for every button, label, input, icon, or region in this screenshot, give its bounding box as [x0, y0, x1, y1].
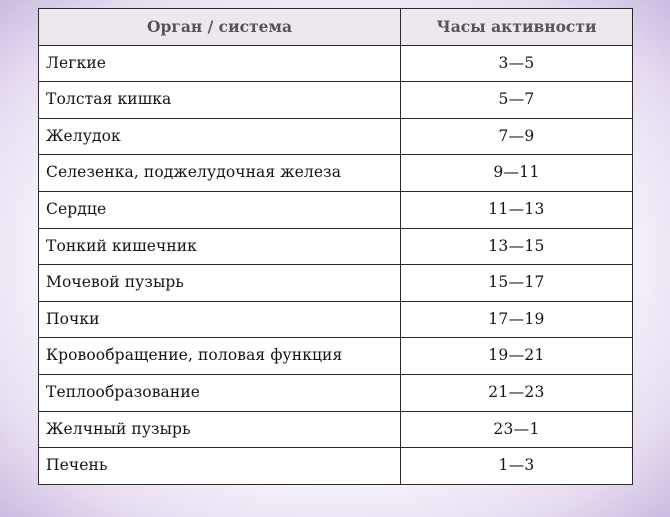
table-row [39, 338, 633, 375]
header-hours: Часы активности [401, 9, 633, 46]
hours-cell: 3—5 [401, 45, 633, 82]
organ-cell: Желудок [39, 118, 401, 155]
table-row [39, 45, 633, 82]
table-row [39, 228, 633, 265]
table-row [39, 374, 633, 411]
table-row [39, 411, 633, 448]
table-row [39, 191, 633, 228]
hours-cell: 21—23 [401, 374, 633, 411]
organ-cell: Почки [39, 301, 401, 338]
table-header-row [39, 9, 633, 46]
organ-cell: Мочевой пузырь [39, 265, 401, 302]
organ-cell: Теплообразование [39, 374, 401, 411]
organ-cell: Толстая кишка [39, 82, 401, 119]
hours-cell: 13—15 [401, 228, 633, 265]
header-organ: Орган / система [39, 9, 401, 46]
hours-cell: 9—11 [401, 155, 633, 192]
table-row [39, 265, 633, 302]
organ-activity-table [38, 8, 633, 485]
table-row [39, 448, 633, 485]
table-row [39, 155, 633, 192]
table-row [39, 301, 633, 338]
table-row [39, 118, 633, 155]
organ-cell: Желчный пузырь [39, 411, 401, 448]
organ-cell: Тонкий кишечник [39, 228, 401, 265]
table-row [39, 82, 633, 119]
hours-cell: 23—1 [401, 411, 633, 448]
hours-cell: 11—13 [401, 191, 633, 228]
hours-cell: 15—17 [401, 265, 633, 302]
organ-cell: Легкие [39, 45, 401, 82]
hours-cell: 1—3 [401, 448, 633, 485]
hours-cell: 7—9 [401, 118, 633, 155]
hours-cell: 5—7 [401, 82, 633, 119]
organ-cell: Сердце [39, 191, 401, 228]
organ-cell: Селезенка, поджелудочная железа [39, 155, 401, 192]
organ-cell: Печень [39, 448, 401, 485]
organ-cell: Кровообращение, половая функция [39, 338, 401, 375]
hours-cell: 17—19 [401, 301, 633, 338]
hours-cell: 19—21 [401, 338, 633, 375]
